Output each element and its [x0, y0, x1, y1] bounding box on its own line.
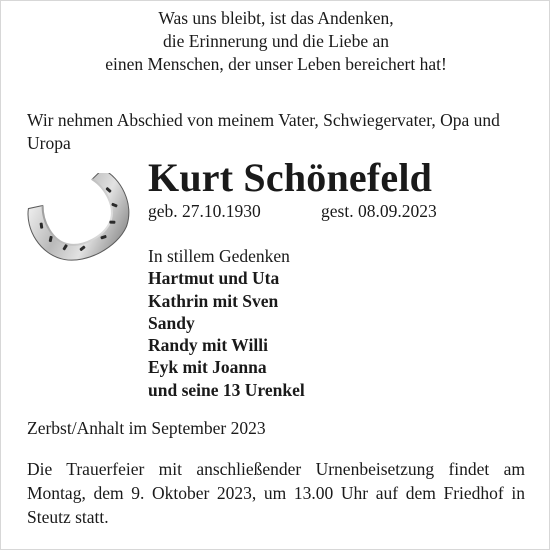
- poem-line: die Erinnerung und die Liebe an: [163, 31, 389, 51]
- deceased-name: Kurt Schönefeld: [148, 155, 433, 200]
- horseshoe-icon: [25, 173, 137, 263]
- poem-line: einen Menschen, der unser Leben bereichert hat!: [105, 54, 447, 74]
- mourners-heading: In stillem Gedenken: [148, 246, 290, 266]
- mourner-name: Hartmut und Uta: [148, 268, 280, 289]
- mourner-name: Sandy: [148, 312, 195, 333]
- place-date: Zerbst/Anhalt im September 2023: [27, 418, 266, 438]
- funeral-service-info: Die Trauerfeier mit anschließender Urnenbeisetzung findet am Montag, dem 9. Oktober 2023, um 13.00 Uhr auf dem Friedhof in Steutz statt.: [27, 459, 525, 527]
- birth-date: geb. 27.10.1930: [148, 201, 261, 221]
- intro-text: Wir nehmen Abschied von meinem Vater, Schwiegervater, Opa und Uropa: [27, 110, 500, 153]
- mourners-list: [148, 245, 305, 401]
- mourner-name: Kathrin mit Sven: [148, 290, 279, 311]
- poem-line: Was uns bleibt, ist das Andenken,: [158, 8, 394, 28]
- mourner-name: und seine 13 Urenkel: [148, 379, 305, 400]
- death-date: gest. 08.09.2023: [321, 201, 437, 221]
- poem: [1, 7, 550, 76]
- mourner-name: Eyk mit Joanna: [148, 357, 267, 378]
- mourner-name: Randy mit Willi: [148, 335, 268, 356]
